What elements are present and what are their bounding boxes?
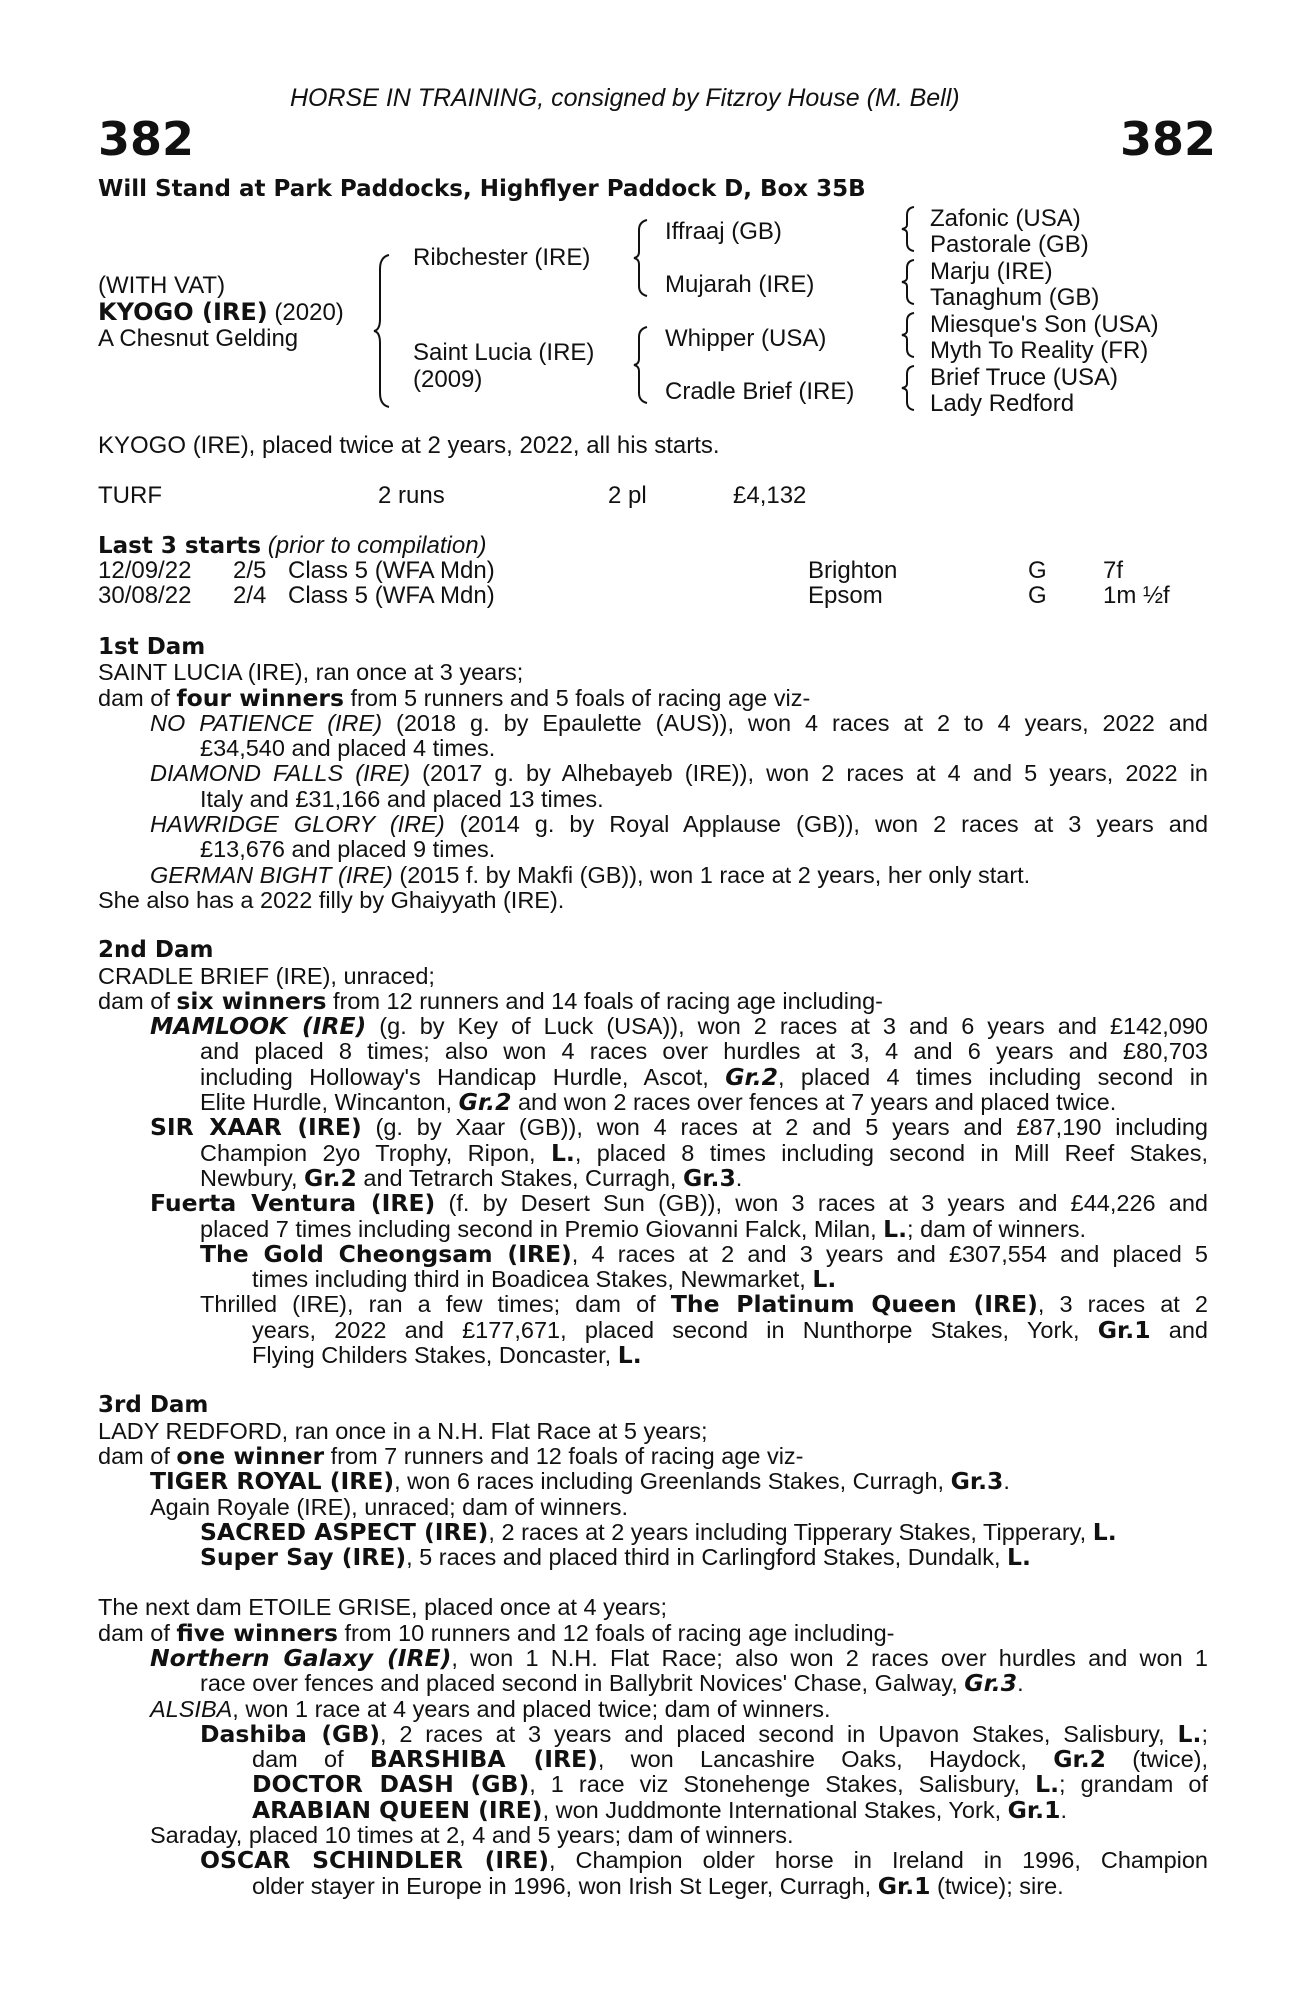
progeny-entry: DIAMOND FALLS (IRE) (2017 g. by Alhebayeb (IRE)), won 2 races at 4 and 5 years, 2022 in	[150, 761, 1208, 787]
progeny-entry-cont: Newbury, Gr.2 and Tetrarch Stakes, Curragh, Gr.3.	[200, 1163, 743, 1192]
progeny-entry-cont: Italy and £31,166 and placed 13 times.	[200, 785, 604, 812]
third-dam-produce: dam of one winner from 7 runners and 12 foals of racing age viz-	[98, 1441, 804, 1470]
progeny-entry-cont: Elite Hurdle, Wincanton, Gr.2 and won 2 races over fences at 7 years and placed twice.	[200, 1088, 1117, 1117]
grandprogeny-entry-cont: times including third in Boadicea Stakes, Newmarket, L.	[252, 1265, 837, 1294]
progeny-entry: Fuerta Ventura (IRE) (f. by Desert Sun (GB)), won 3 races at 3 years and £44,226 and	[150, 1191, 1208, 1217]
ancestor-1: Zafonic (USA)	[930, 205, 1081, 232]
pedigree-brace-main	[372, 253, 392, 409]
grandprogeny-entry-cont: years, 2022 and £177,671, placed second in Nunthorpe Stakes, York, Gr.1 and	[252, 1317, 1208, 1344]
progeny-entry: Saraday, placed 10 times at 2, 4 and 5 years; dam of winners.	[150, 1822, 794, 1849]
last-starts-title: Last 3 starts	[98, 533, 262, 559]
record-surface: TURF	[98, 482, 162, 509]
last-starts-heading	[98, 532, 487, 560]
start-course: Brighton	[808, 557, 898, 584]
ggp-brace-4	[900, 364, 916, 412]
grandprogeny-entry: Dashiba (GB), 2 races at 3 years and placed second in Upavon Stakes, Salisbury, L.;	[200, 1721, 1208, 1748]
start-distance: 1m ½f	[1103, 582, 1170, 609]
second-dam-line: CRADLE BRIEF (IRE), unraced;	[98, 962, 435, 989]
vat-note: (WITH VAT)	[98, 272, 226, 299]
start-date: 30/08/22	[98, 582, 192, 609]
progeny-entry: MAMLOOK (IRE) (g. by Key of Luck (USA)), won 2 races at 3 and 6 years and £142,090	[150, 1014, 1208, 1040]
start-distance: 7f	[1103, 557, 1124, 584]
ancestor-7: Brief Truce (USA)	[930, 364, 1119, 391]
progeny-entry-cont: £13,676 and placed 9 times.	[200, 836, 496, 863]
start-position: 2/5	[233, 557, 267, 584]
horse-heading	[98, 298, 344, 327]
progeny-entry: Again Royale (IRE), unraced; dam of winners.	[150, 1493, 629, 1520]
lot-number-left: 382	[98, 112, 195, 166]
start-date: 12/09/22	[98, 557, 192, 584]
grandprogeny-entry-cont: DOCTOR DASH (GB), 1 race viz Stonehenge Stakes, Salisbury, L.; grandam of	[252, 1772, 1208, 1798]
lot-number-right: 382	[1120, 112, 1217, 166]
start-going: G	[1028, 582, 1047, 609]
progeny-entry-cont: placed 7 times including second in Premio Giovanni Falck, Milan, L.; dam of winners.	[200, 1214, 1086, 1243]
sire-sire: Iffraaj (GB)	[665, 218, 782, 245]
third-dam-line: LADY REDFORD, ran once in a N.H. Flat Race at 5 years;	[98, 1417, 708, 1444]
dam-dam: Cradle Brief (IRE)	[665, 378, 855, 405]
progeny-entry: Northern Galaxy (IRE), won 1 N.H. Flat Race; also won 2 races over hurdles and won 1	[150, 1645, 1208, 1672]
catalogue-header: HORSE IN TRAINING, consigned by Fitzroy House (M. Bell)	[290, 84, 960, 112]
third-dam-title: 3rd Dam	[98, 1392, 209, 1419]
dam-name: Saint Lucia (IRE)	[413, 339, 595, 366]
grandprogeny-entry-cont: Flying Childers Stakes, Doncaster, L.	[252, 1341, 642, 1370]
next-dam-produce: dam of five winners from 10 runners and 12 foals of racing age including-	[98, 1618, 895, 1647]
horse-name: KYOGO (IRE)	[98, 298, 268, 326]
sire-name: Ribchester (IRE)	[413, 244, 591, 271]
ancestor-4: Tanaghum (GB)	[930, 284, 1100, 311]
progeny-entry: NO PATIENCE (IRE) (2018 g. by Epaulette (AUS)), won 4 races at 2 to 4 years, 2022 and	[150, 710, 1208, 736]
ggp-brace-2	[900, 258, 916, 306]
grandprogeny-entry: The Gold Cheongsam (IRE), 4 races at 2 and 3 years and £307,554 and placed 5	[200, 1241, 1208, 1268]
ancestor-2: Pastorale (GB)	[930, 231, 1089, 258]
progeny-entry-cont: and placed 8 times; also won 4 races over hurdles at 3, 4 and 6 years and £80,703	[200, 1039, 1208, 1065]
start-race: Class 5 (WFA Mdn)	[288, 582, 495, 609]
horse-description: A Chesnut Gelding	[98, 325, 299, 352]
progeny-entry-cont: including Holloway's Handicap Hurdle, Ascot, Gr.2, placed 4 times including second in	[200, 1064, 1208, 1091]
first-dam-note: She also has a 2022 filly by Ghaiyyath (IRE).	[98, 886, 565, 913]
dam-sire: Whipper (USA)	[665, 325, 827, 352]
record-earnings: £4,132	[733, 482, 807, 509]
progeny-entry-cont: race over fences and placed second in Ballybrit Novices' Chase, Galway, Gr.3.	[200, 1669, 1024, 1698]
grandprogeny-entry-cont: older stayer in Europe in 1996, won Irish St Leger, Curragh, Gr.1 (twice); sire.	[252, 1871, 1064, 1900]
dam-year: (2009)	[413, 366, 483, 393]
progeny-entry-cont: £34,540 and placed 4 times.	[200, 735, 496, 762]
start-going: G	[1028, 557, 1047, 584]
grandprogeny-entry: Super Say (IRE), 5 races and placed third in Carlingford Stakes, Dundalk, L.	[200, 1543, 1031, 1572]
start-position: 2/4	[233, 582, 267, 609]
start-course: Epsom	[808, 582, 883, 609]
progeny-entry: GERMAN BIGHT (IRE) (2015 f. by Makfi (GB)), won 1 race at 2 years, her only start.	[150, 861, 1031, 888]
grandprogeny-entry: Thrilled (IRE), ran a few times; dam of The Platinum Queen (IRE), 3 races at 2	[200, 1292, 1208, 1318]
second-dam-produce: dam of six winners from 12 runners and 14 foals of racing age including-	[98, 986, 883, 1015]
progeny-entry: ALSIBA, won 1 race at 4 years and placed twice; dam of winners.	[150, 1695, 831, 1722]
grandprogeny-entry-cont: dam of BARSHIBA (IRE), won Lancashire Oaks, Haydock, Gr.2 (twice),	[252, 1747, 1208, 1773]
ancestor-8: Lady Redford	[930, 390, 1075, 417]
first-dam-produce: dam of four winners from 5 runners and 5 foals of racing age viz-	[98, 683, 811, 712]
progeny-entry: HAWRIDGE GLORY (IRE) (2014 g. by Royal Applause (GB)), won 2 races at 3 years and	[150, 812, 1208, 838]
ancestor-5: Miesque's Son (USA)	[930, 311, 1159, 338]
second-dam-title: 2nd Dam	[98, 937, 214, 964]
family-details	[98, 635, 1208, 1899]
dam-brace	[632, 325, 650, 405]
start-race: Class 5 (WFA Mdn)	[288, 557, 495, 584]
grandprogeny-entry: OSCAR SCHINDLER (IRE), Champion older horse in Ireland in 1996, Champion	[200, 1848, 1208, 1874]
progeny-entry: SIR XAAR (IRE) (g. by Xaar (GB)), won 4 races at 2 and 5 years and £87,190 including	[150, 1115, 1208, 1141]
sire-brace	[632, 218, 650, 298]
progeny-entry: TIGER ROYAL (IRE), won 6 races including Greenlands Stakes, Curragh, Gr.3.	[150, 1467, 1010, 1496]
grandprogeny-entry: SACRED ASPECT (IRE), 2 races at 2 years including Tipperary Stakes, Tipperary, L.	[200, 1517, 1117, 1546]
race-summary: KYOGO (IRE), placed twice at 2 years, 2022, all his starts.	[98, 432, 720, 459]
record-placed: 2 pl	[608, 482, 647, 509]
first-dam-title: 1st Dam	[98, 634, 206, 660]
first-dam-line: SAINT LUCIA (IRE), ran once at 3 years;	[98, 659, 524, 686]
ggp-brace-3	[900, 311, 916, 359]
ggp-brace-1	[900, 205, 916, 253]
last-starts-subtitle: (prior to compilation)	[267, 532, 487, 559]
grandprogeny-entry-cont: ARABIAN QUEEN (IRE), won Juddmonte International Stakes, York, Gr.1.	[252, 1795, 1067, 1824]
ancestor-6: Myth To Reality (FR)	[930, 337, 1149, 364]
stand-location: Will Stand at Park Paddocks, Highflyer Paddock D, Box 35B	[98, 176, 866, 202]
progeny-entry-cont: Champion 2yo Trophy, Ripon, L., placed 8 times including second in Mill Reef Stakes,	[200, 1140, 1208, 1166]
sire-dam: Mujarah (IRE)	[665, 271, 815, 298]
record-runs: 2 runs	[378, 482, 445, 509]
ancestor-3: Marju (IRE)	[930, 258, 1053, 285]
horse-year: (2020)	[274, 299, 344, 326]
next-dam-line: The next dam ETOILE GRISE, placed once at 4 years;	[98, 1594, 668, 1621]
